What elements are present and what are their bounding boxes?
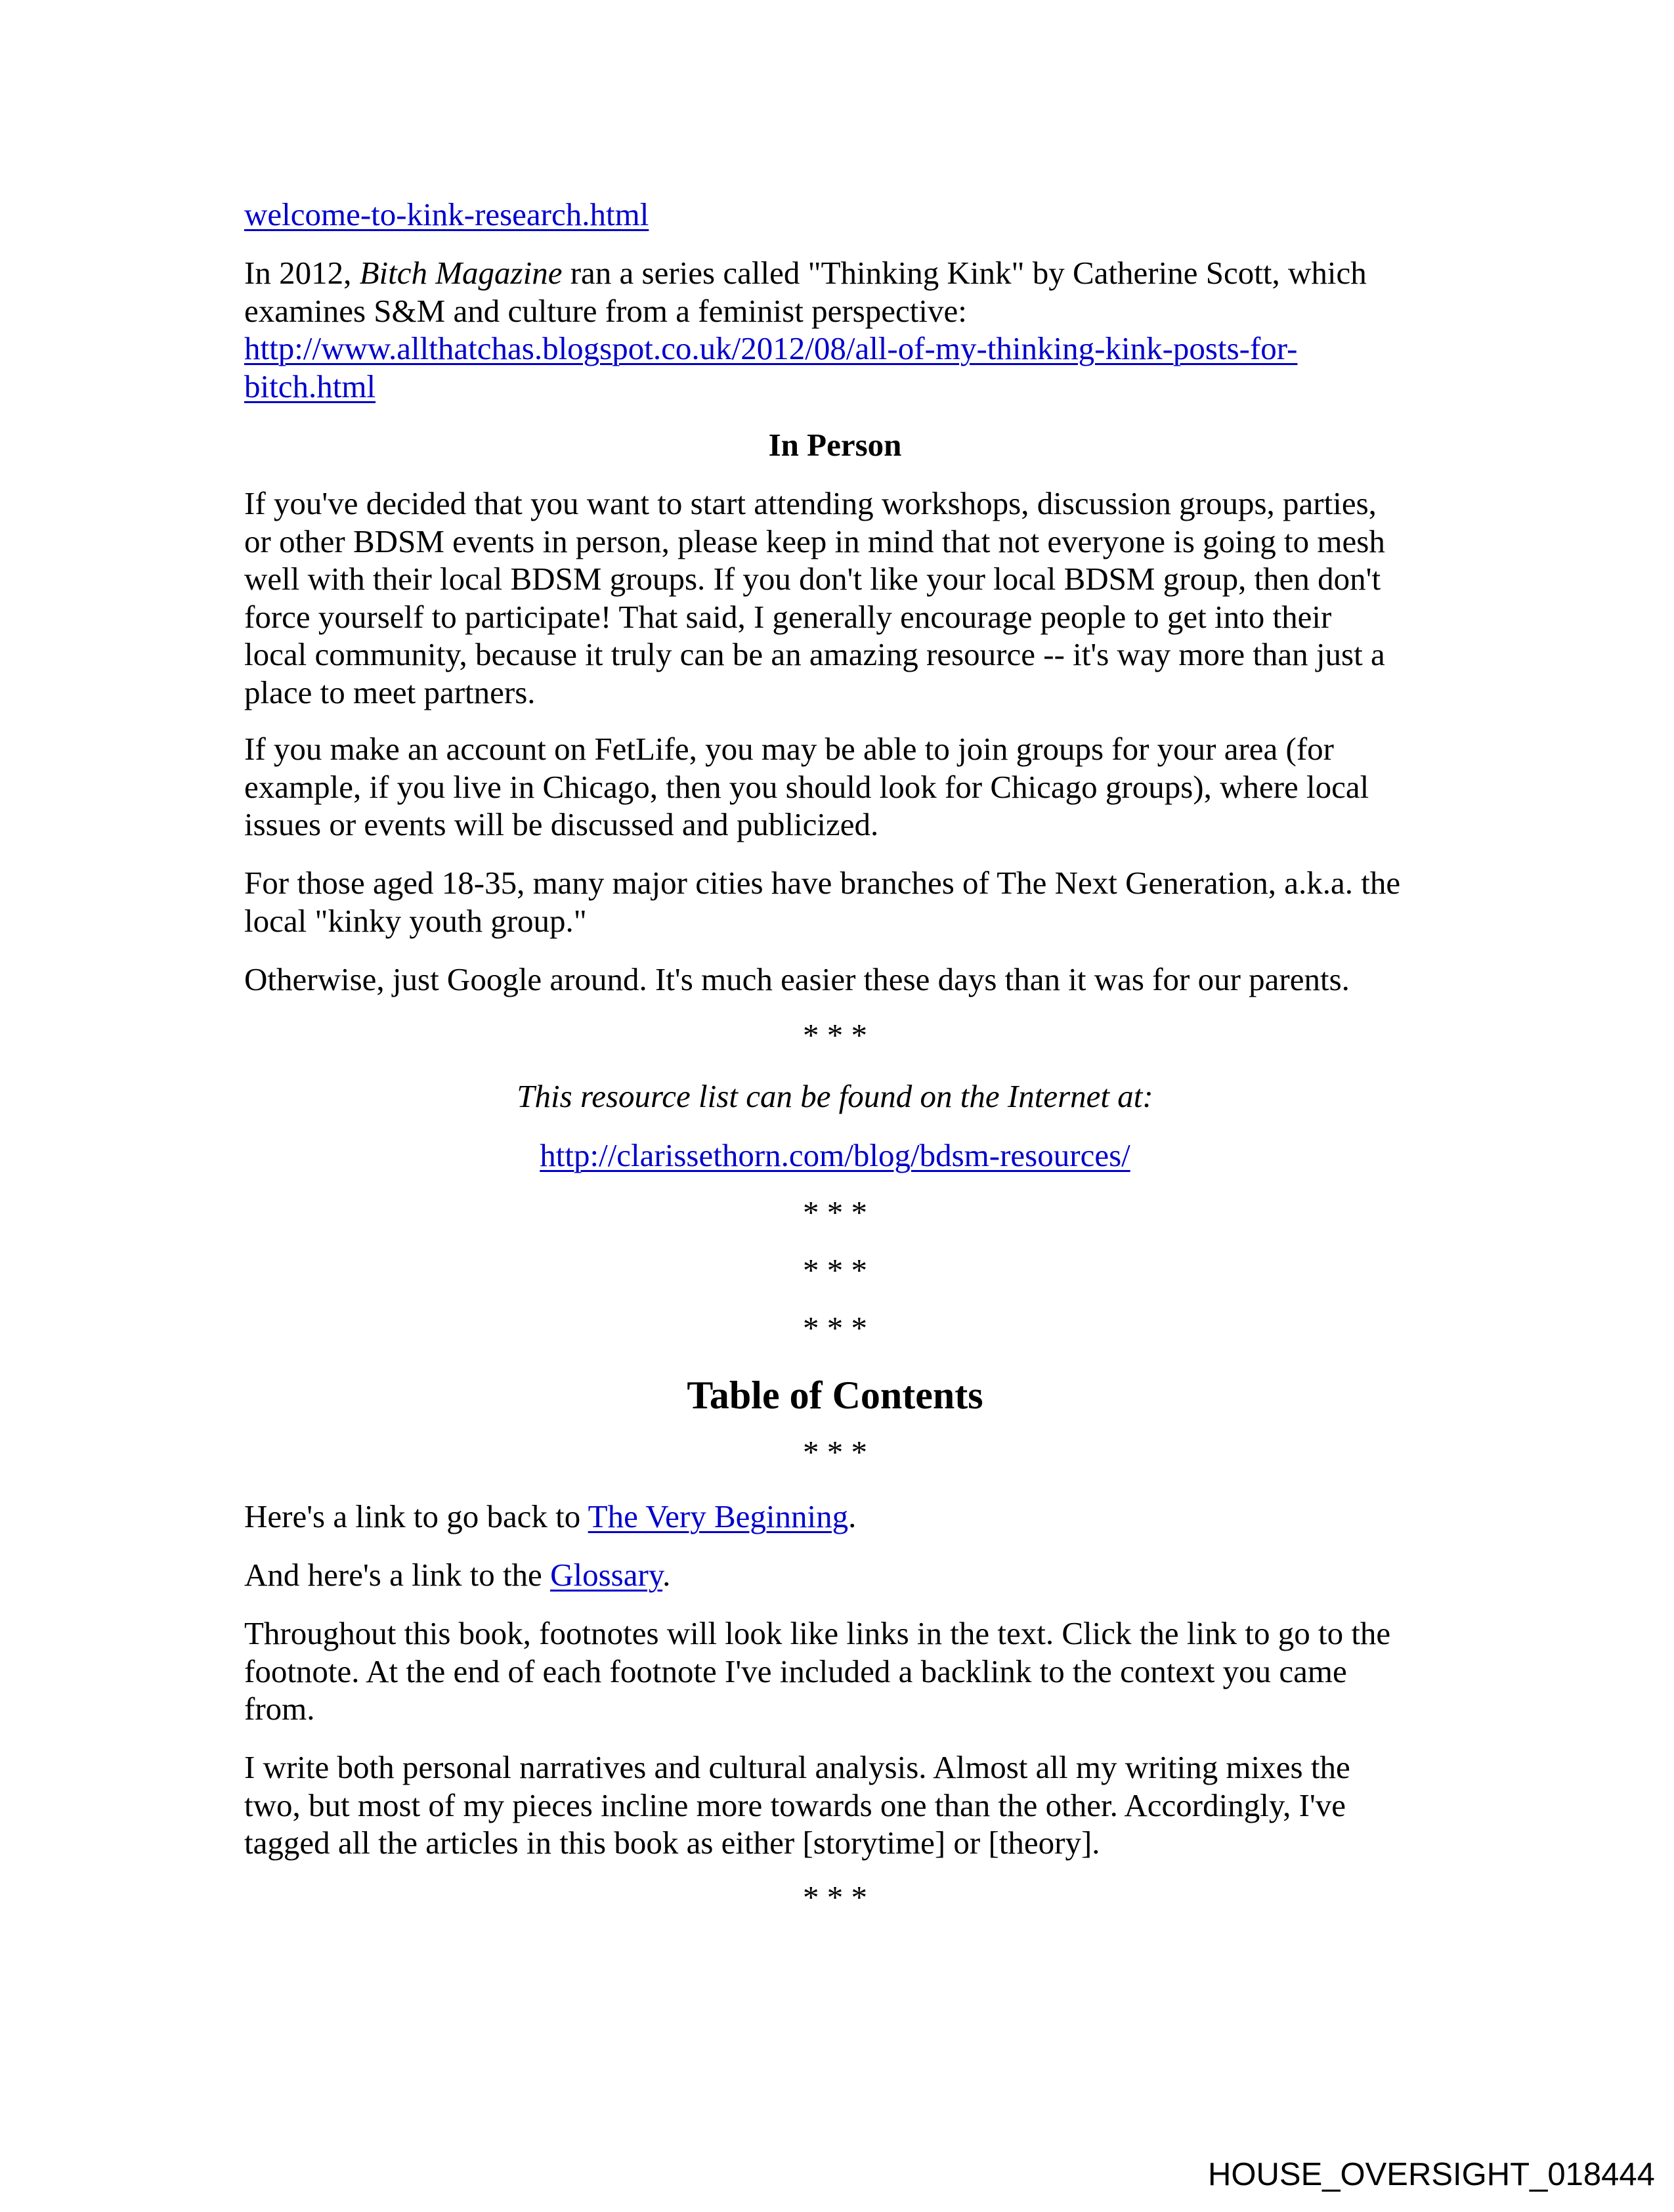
in-person-heading: In Person (768, 427, 902, 463)
separator: * * * (803, 1194, 867, 1230)
resource-url-link[interactable]: http://clarissethorn.com/blog/bdsm-resources/ (540, 1137, 1130, 1173)
separator: * * * (803, 1017, 867, 1053)
text: . (848, 1498, 857, 1534)
text: ran a series called "Thinking Kink" by Catherine Scott, which (562, 255, 1367, 291)
magazine-title: Bitch Magazine (359, 255, 563, 291)
line: footnote. At the end of each footnote I've included a backlink to the context you came (244, 1653, 1347, 1689)
line: or other BDSM events in person, please keep in mind that not everyone is going to mesh (244, 523, 1385, 559)
line: from. (244, 1691, 315, 1727)
kink-research-link[interactable]: welcome-to-kink-research.html (244, 196, 649, 232)
line: well with their local BDSM groups. If you don't like your local BDSM group, then don't (244, 561, 1381, 597)
line: If you've decided that you want to start attending workshops, discussion groups, parties, (244, 485, 1377, 521)
fetlife-paragraph (244, 730, 1439, 844)
thinking-kink-url-link-cont[interactable]: bitch.html (244, 368, 376, 404)
line: If you make an account on FetLife, you may be able to join groups for your area (for (244, 731, 1334, 767)
line: For those aged 18-35, many major cities have branches of The Next Generation, a.k.a. the (244, 865, 1401, 901)
very-beginning-link[interactable]: The Very Beginning (588, 1498, 849, 1534)
in-person-paragraph (244, 485, 1439, 711)
next-generation-paragraph (244, 864, 1439, 940)
separator: * * * (803, 1434, 867, 1470)
footnotes-paragraph (244, 1615, 1439, 1728)
separator: * * * (803, 1310, 867, 1346)
line: local "kinky youth group." (244, 902, 587, 939)
thinking-kink-url-link[interactable]: http://www.allthatchas.blogspot.co.uk/2012/08/all-of-my-thinking-kink-posts-for- (244, 330, 1298, 366)
tags-paragraph (244, 1748, 1439, 1862)
line: place to meet partners. (244, 674, 536, 710)
google-paragraph: Otherwise, just Google around. It's much easier these days than it was for our parents. (244, 961, 1350, 997)
line: local community, because it truly can be an amazing resource -- it's way more than just a (244, 636, 1385, 672)
text: examines S&M and culture from a feminist perspective: (244, 292, 967, 329)
line: two, but most of my pieces incline more towards one than the other. Accordingly, I've (244, 1787, 1346, 1823)
glossary-link[interactable]: Glossary (550, 1557, 663, 1593)
text: . (662, 1557, 671, 1593)
line: Throughout this book, footnotes will look like links in the text. Click the link to go to the (244, 1615, 1391, 1651)
line: issues or events will be discussed and publicized. (244, 806, 879, 842)
bitch-magazine-paragraph (244, 254, 1439, 405)
bates-number: HOUSE_OVERSIGHT_018444 (1208, 2157, 1655, 2192)
separator: * * * (803, 1252, 867, 1288)
line: example, if you live in Chicago, then you should look for Chicago groups), where local (244, 768, 1369, 805)
separator: * * * (803, 1879, 867, 1915)
text: Here's a link to go back to (244, 1498, 588, 1534)
toc-heading: Table of Contents (687, 1374, 983, 1417)
line: tagged all the articles in this book as either [storytime] or [theory]. (244, 1825, 1100, 1861)
resource-note: This resource list can be found on the Internet at: (517, 1078, 1153, 1114)
text: In 2012, (244, 255, 360, 291)
glossary-paragraph (244, 1556, 1439, 1594)
text: And here's a link to the (244, 1557, 551, 1593)
line: I write both personal narratives and cultural analysis. Almost all my writing mixes the (244, 1749, 1350, 1785)
back-link-paragraph (244, 1498, 1439, 1536)
line: force yourself to participate! That said, I generally encourage people to get into their (244, 598, 1332, 635)
